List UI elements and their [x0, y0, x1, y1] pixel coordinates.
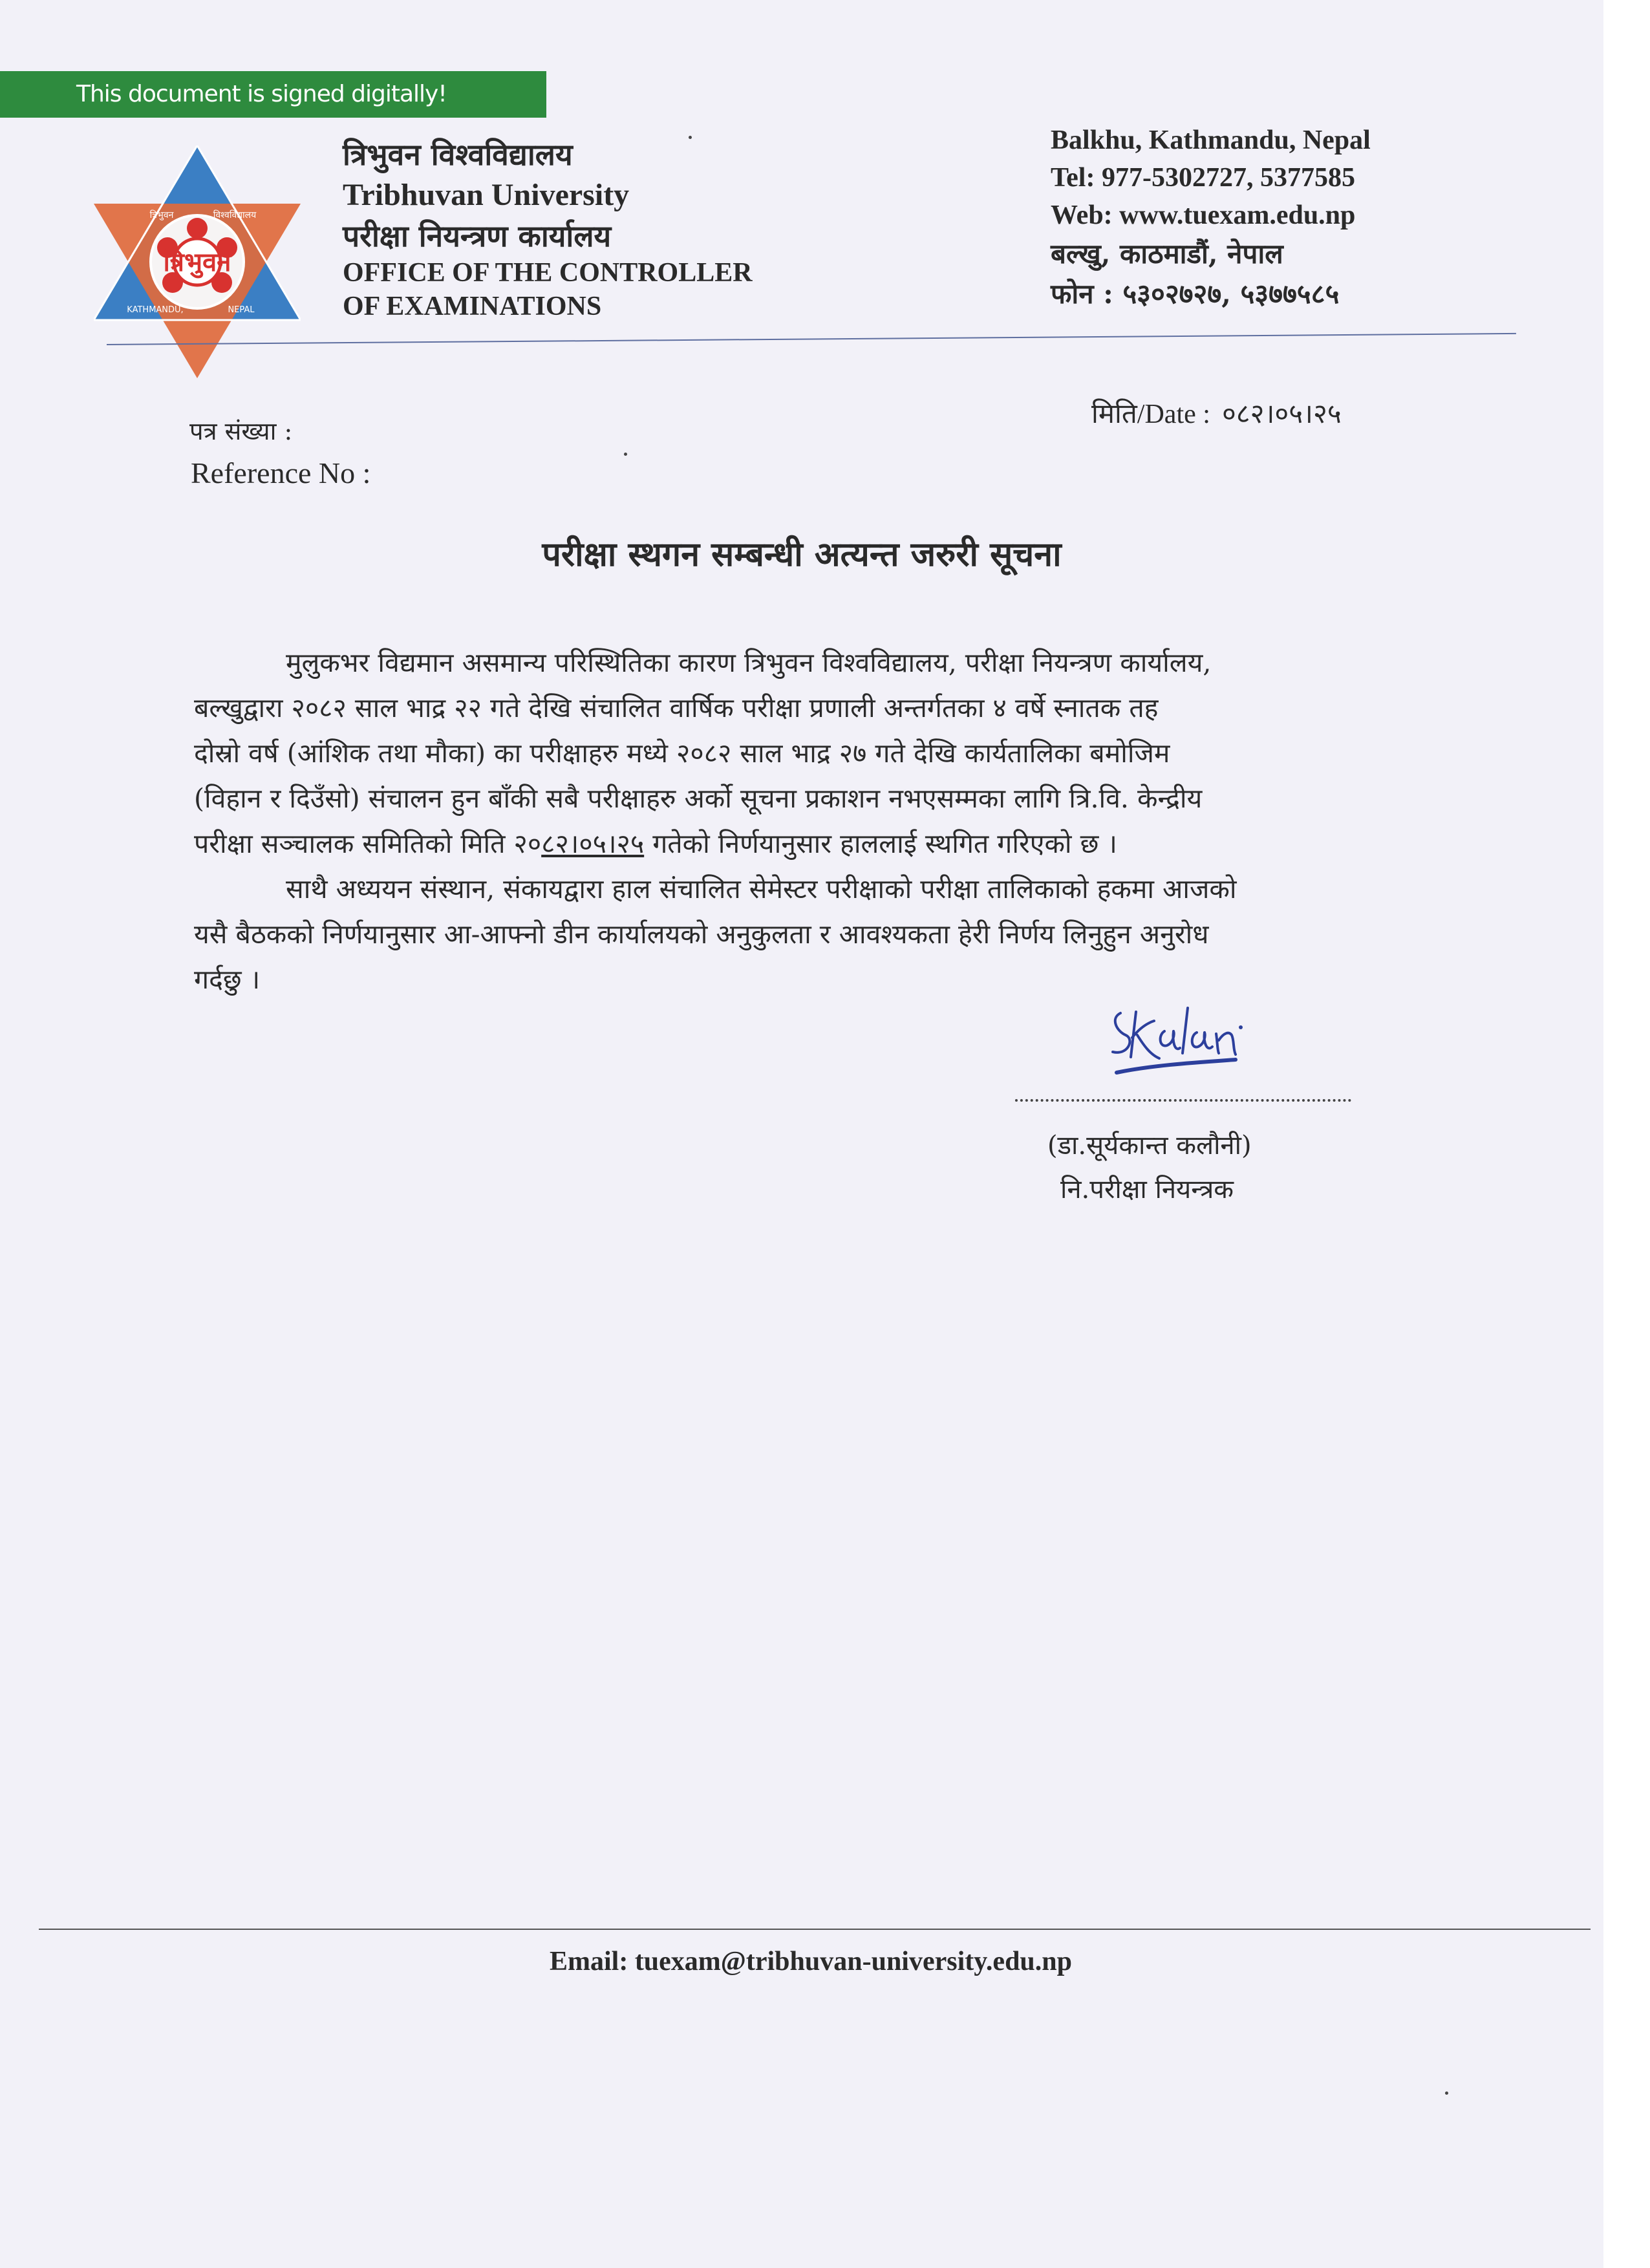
- contact-block: [1051, 122, 1477, 314]
- body-line: [194, 821, 1442, 866]
- body-text: गतेको निर्णयानुसार हाललाई स्थगित गरिएको छ ।: [644, 828, 1117, 859]
- body-line: मुलुकभर विद्यमान असमान्य परिस्थितिका कारण त्रिभुवन विश्वविद्यालय, परीक्षा नियन्त्रण कार्यालय,: [286, 647, 1212, 678]
- emblem-glyph: त्रिभुवन: [163, 247, 231, 277]
- address-en: Balkhu, Kathmandu, Nepal: [1051, 125, 1371, 155]
- office-name-np: परीक्षा नियन्त्रण कार्यालय: [343, 219, 612, 253]
- footer-email: Email: tuexam@tribhuvan-university.edu.np: [550, 1947, 1073, 1976]
- emblem-text-kathmandu: KATHMANDU,: [127, 305, 184, 315]
- website: Web: www.tuexam.edu.np: [1051, 200, 1356, 230]
- university-name-np: त्रिभुवन विश्वविद्यालय: [343, 137, 573, 172]
- header-divider: [107, 333, 1516, 345]
- digital-signature-banner: This document is signed digitally!: [0, 71, 546, 118]
- telephone: Tel: 977-5302727, 5377585: [1051, 163, 1355, 193]
- footer-divider: [39, 1929, 1591, 1930]
- signatory-title: नि.परीक्षा नियन्त्रक: [1060, 1175, 1234, 1204]
- signature-dotted-line: [1015, 1099, 1351, 1102]
- date-line: [1091, 394, 1342, 431]
- emblem-text-right: विश्वविद्यालय: [213, 210, 257, 220]
- emblem-text-nepal: NEPAL: [228, 305, 255, 315]
- signature-text: S.K.Kalani: [1102, 992, 1106, 993]
- notice-body: [194, 640, 1442, 1002]
- body-line: गर्दछु ।: [194, 964, 261, 995]
- handwritten-signature: [1102, 992, 1251, 1089]
- reference-label-en: Reference No :: [191, 456, 371, 489]
- scan-speck: [689, 136, 692, 139]
- body-line: यसै बैठकको निर्णयानुसार आ-आफ्नो डीन कार्यालयको अनुकुलता र आवश्यकता हेरी निर्णय लिनुहुन अनुरोध: [194, 919, 1209, 950]
- university-name-en: Tribhuvan University: [343, 178, 630, 212]
- signatory-name: (डा.सूर्यकान्त कलौनी): [1047, 1131, 1252, 1161]
- body-line: बल्खुद्वारा २०८२ साल भाद्र २२ गते देखि संचालित वार्षिक परीक्षा प्रणाली अन्तर्गतका ४ वर्षे स्नातक तह: [194, 692, 1159, 723]
- emblem-text-left: त्रिभुवन: [149, 210, 174, 220]
- notice-subject: परीक्षा स्थगन सम्बन्धी अत्यन्त जरुरी सूचना: [542, 535, 1062, 574]
- body-line: (विहान र दिउँसो) संचालन हुन बाँकी सबै परीक्षाहरु अर्को सूचना प्रकाशन नभएसम्मका लागि त्रि.वि. केन्द्रीय: [194, 783, 1203, 814]
- scan-border: [1603, 0, 1650, 2268]
- phone-np: फोन : ५३०२७२७, ५३७७५८५: [1051, 278, 1340, 310]
- scan-speck: [1445, 2091, 1448, 2095]
- body-line: साथै अध्ययन संस्थान, संकायद्वारा हाल संचालित सेमेस्टर परीक्षाको परीक्षा तालिकाको हकमा आजको: [286, 873, 1237, 904]
- office-name-en-line1: OFFICE OF THE CONTROLLER: [343, 258, 753, 288]
- body-text: परीक्षा सञ्चालक समितिको मिति २०: [194, 828, 542, 859]
- scan-speck: [624, 453, 627, 456]
- body-line: दोस्रो वर्ष (आंशिक तथा मौका) का परीक्षाहरु मध्ये २०८२ साल भाद्र २७ गते देखि कार्यतालिका बमोजिम: [194, 738, 1170, 769]
- date-value: ०८२।०५।२५: [1221, 398, 1342, 429]
- date-label: मिति/Date :: [1091, 400, 1210, 429]
- address-np: बल्खु, काठमाडौं, नेपाल: [1051, 238, 1283, 270]
- decision-date: ८२।०५।२५: [541, 828, 645, 859]
- office-name-en-line2: OF EXAMINATIONS: [343, 292, 602, 321]
- reference-label-np: पत्र संख्या :: [189, 417, 293, 445]
- university-name-block: [343, 134, 873, 323]
